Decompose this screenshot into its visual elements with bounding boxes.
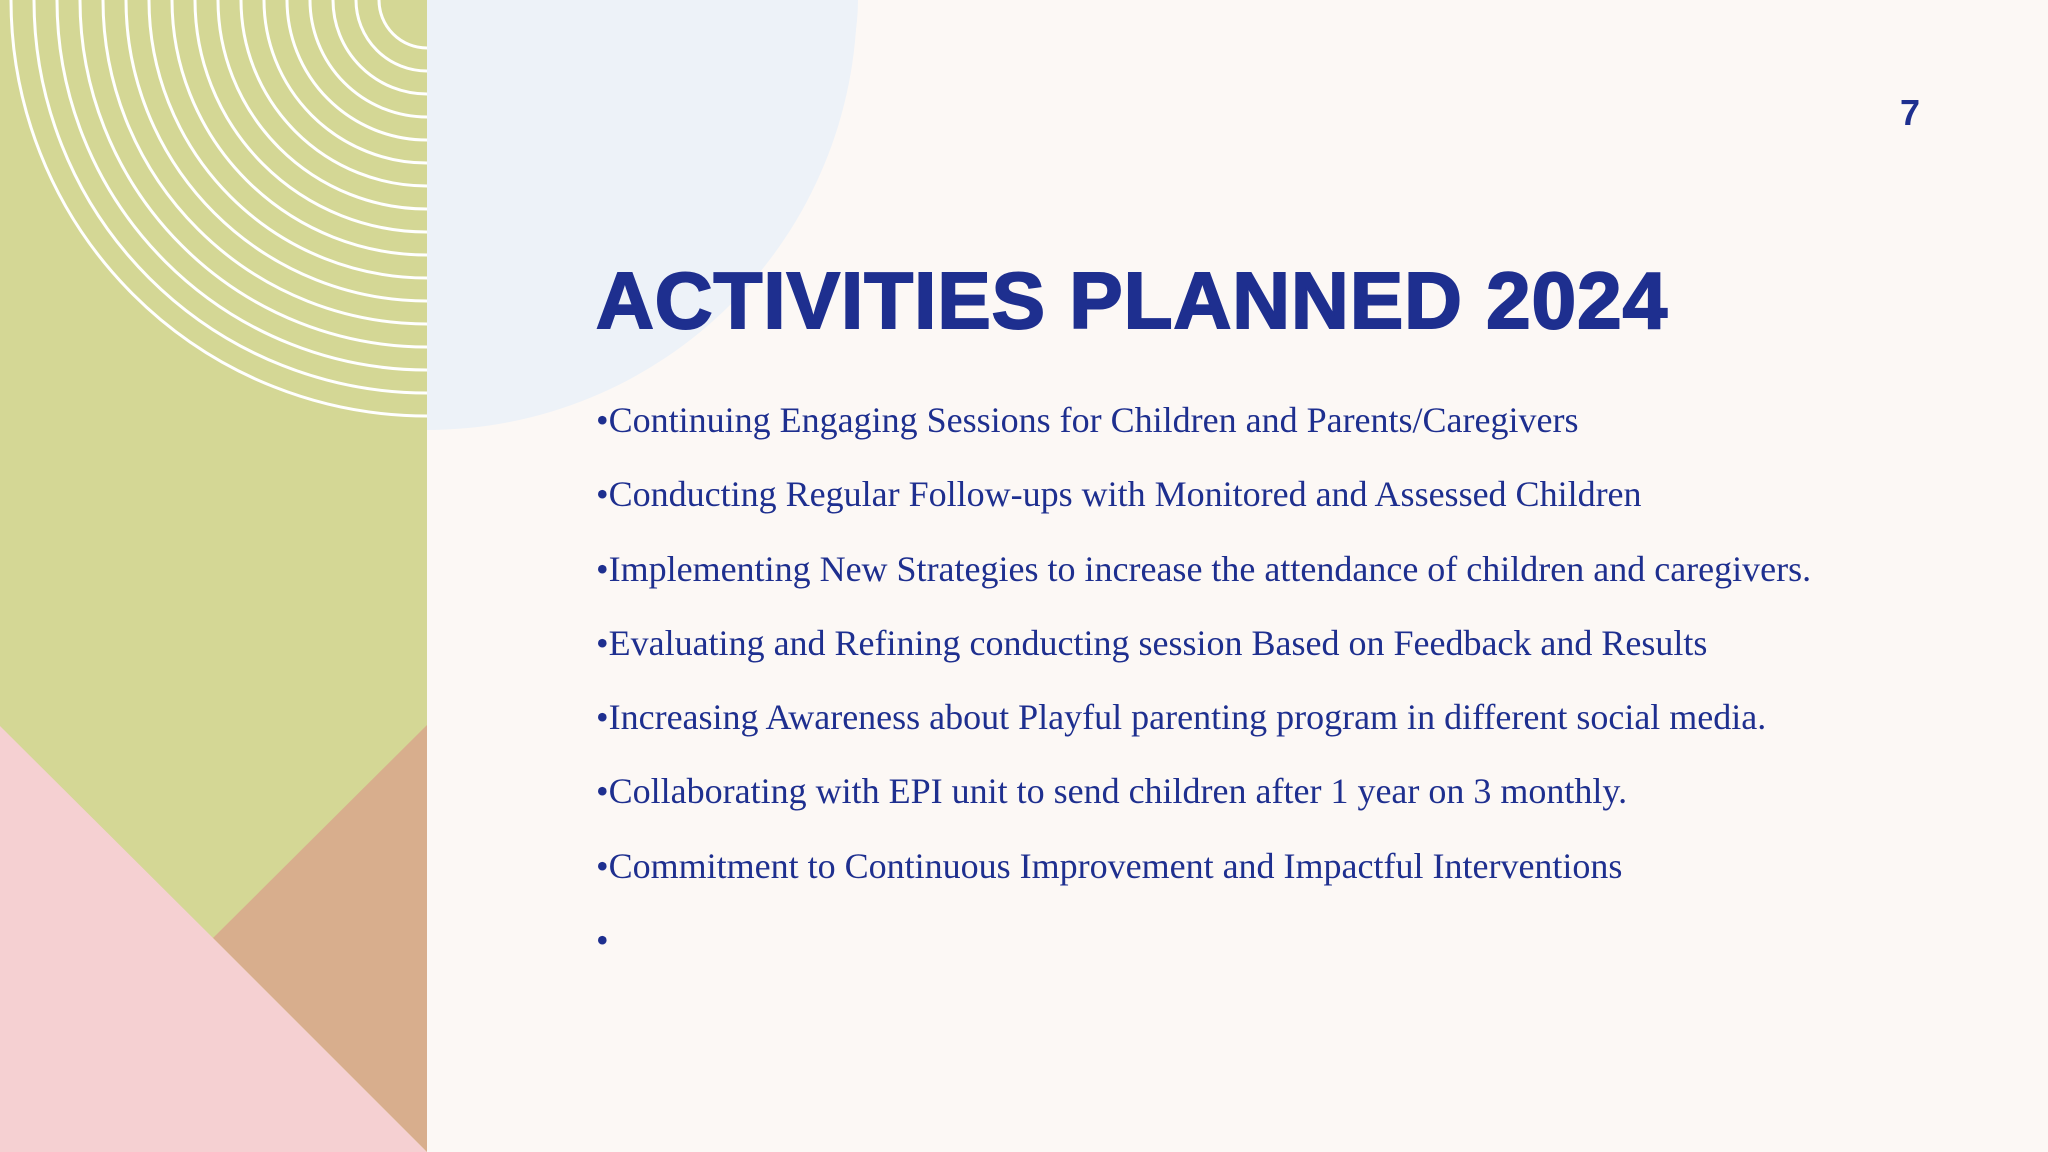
bullet-item: [596, 545, 1811, 619]
bullet-dot-icon: •: [596, 697, 609, 738]
light-blue-circle-overlap: [427, 0, 857, 430]
bullet-item: [596, 916, 1811, 990]
bullet-dot-icon: •: [596, 474, 609, 515]
bullet-dot-icon: •: [596, 771, 609, 812]
bullet-item: [596, 693, 1811, 767]
bullet-text: Increasing Awareness about Playful parenting program in different social media.: [608, 697, 1767, 738]
page-number: 7: [1899, 92, 1920, 133]
bullet-text: Continuing Engaging Sessions for Children and Parents/Caregivers: [608, 400, 1579, 440]
bullet-item: [596, 767, 1811, 841]
bullet-dot-icon: •: [596, 400, 609, 440]
bullet-dot-icon: •: [596, 845, 609, 886]
bullet-text: Commitment to Continuous Improvement and Impactful Interventions: [608, 845, 1623, 886]
bullet-text: Conducting Regular Follow-ups with Monitored and Assessed Children: [608, 474, 1642, 515]
bullet-item: [596, 619, 1811, 693]
bullet-item: [596, 396, 1811, 470]
bullet-dot-icon: •: [596, 548, 609, 589]
bullet-list: [596, 396, 1811, 990]
bullet-text: Collaborating with EPI unit to send children after 1 year on 3 monthly.: [608, 771, 1628, 812]
bullet-text: Evaluating and Refining conducting session Based on Feedback and Results: [608, 622, 1708, 663]
bullet-dot-icon: •: [596, 622, 609, 663]
slide-title: ACTIVITIES PLANNED 2024: [596, 256, 1669, 345]
bullet-text: Implementing New Strategies to increase the attendance of children and caregivers.: [608, 548, 1812, 589]
bullet-item: [596, 470, 1811, 544]
bullet-item: [596, 842, 1811, 916]
bullet-dot-icon: •: [596, 920, 609, 961]
